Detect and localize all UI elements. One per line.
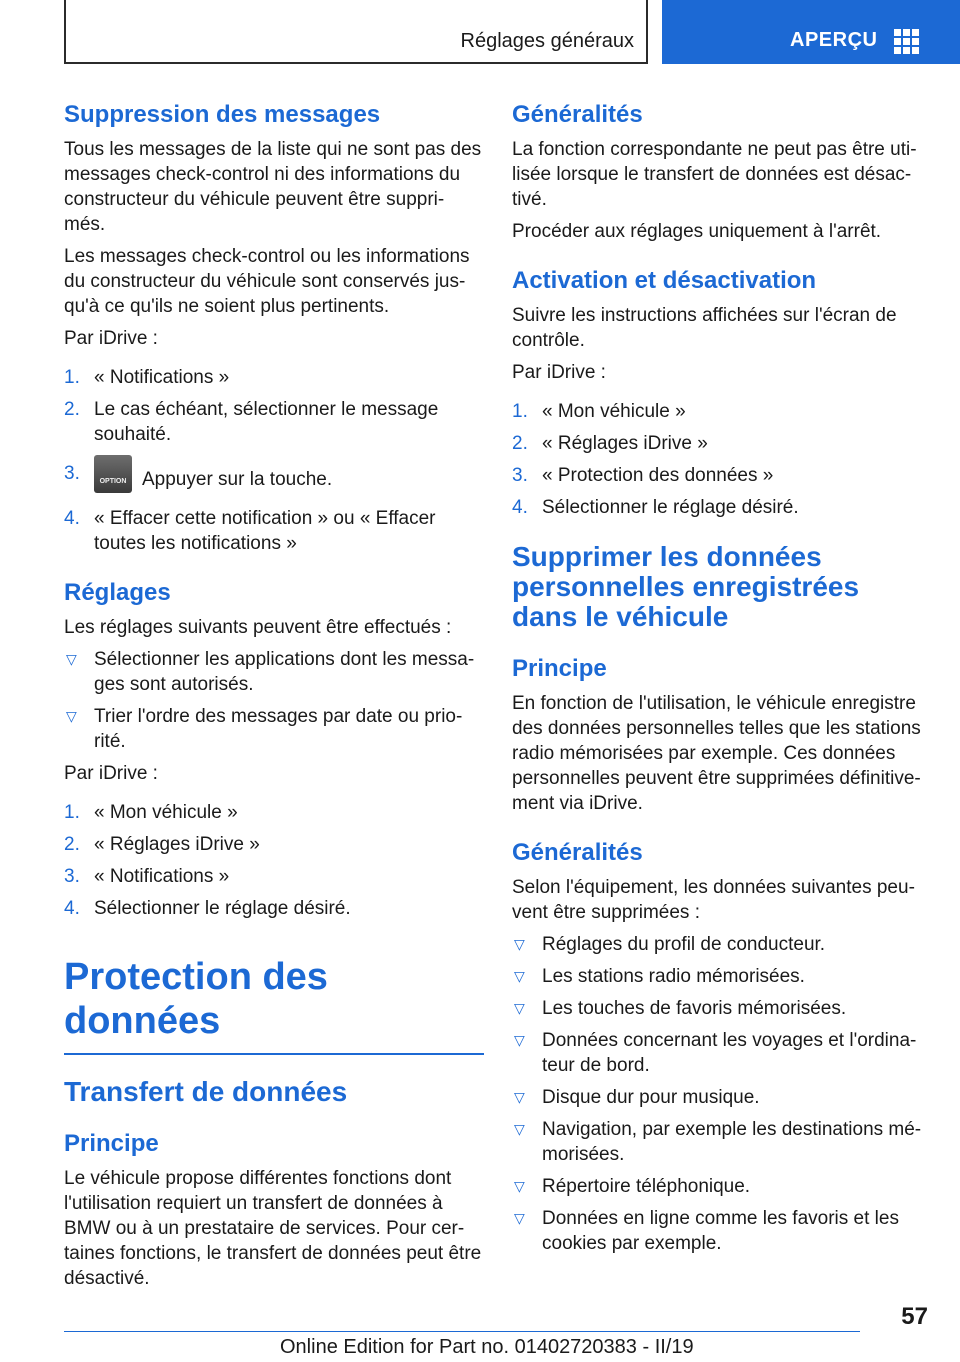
footer-divider: [64, 1331, 860, 1332]
triangle-bullet-icon: ▽: [514, 1089, 525, 1105]
heading-supprimer: Supprimer les données personnelles enregistrées dans le véhicule: [512, 541, 860, 632]
paragraph: Par iDrive :: [64, 328, 158, 349]
heading-activation: Activation et désactivation: [512, 267, 817, 294]
list-item: 2. « Réglages iDrive »: [512, 433, 708, 454]
triangle-bullet-icon: ▽: [66, 708, 77, 724]
footer-edition-text: Online Edition for Part no. 01402720383 - II/19: [280, 1336, 694, 1358]
overview-nav-label: APERÇU: [790, 29, 878, 51]
paragraph: Les messages check-control ou les informations du constructeur du véhicule sont conservés jus‐qu'à ce qu'ils ne soient plus pertinents.: [64, 246, 470, 317]
paragraph: Suivre les instructions affichées sur l'écran de contrôle.: [512, 305, 897, 351]
paragraph: Tous les messages de la liste qui ne sont pas des messages check-control ni des informations du constructeur du véhicule peuvent être suppri‐més.: [64, 139, 482, 235]
header-section-box: [64, 0, 648, 64]
overview-nav-button[interactable]: [662, 0, 960, 64]
list-item: 4. Sélectionner le réglage désiré.: [64, 898, 351, 919]
paragraph: Selon l'équipement, les données suivantes peu‐vent être supprimées :: [512, 877, 915, 923]
bullet-item: ▽ Navigation, par exemple les destinations mé‐morisées.: [514, 1119, 922, 1165]
triangle-bullet-icon: ▽: [514, 968, 525, 984]
paragraph: La fonction correspondante ne peut pas être uti‐lisée lorsque le transfert de données est désac‐tivé.: [512, 139, 917, 210]
heading-reglages: Réglages: [64, 579, 171, 606]
bullet-item: ▽ Répertoire téléphonique.: [514, 1176, 751, 1197]
paragraph: Par iDrive :: [64, 763, 158, 784]
bullet-item: ▽ Trier l'ordre des messages par date ou prio‐rité.: [66, 706, 463, 752]
list-item: 3. OPTION Appuyer sur la touche.: [64, 461, 484, 499]
list-item: 2. « Réglages iDrive »: [64, 834, 260, 855]
bullet-item: ▽ Données concernant les voyages et l'ordina‐teur de bord.: [514, 1030, 917, 1076]
triangle-bullet-icon: ▽: [514, 1210, 525, 1226]
paragraph: Les réglages suivants peuvent être effectués :: [64, 617, 452, 638]
bullet-item: ▽ Réglages du profil de conducteur.: [514, 934, 826, 955]
heading-suppression: Suppression des messages: [64, 101, 381, 128]
bullet-item: ▽ Disque dur pour musique.: [514, 1087, 760, 1108]
option-key-icon: OPTION: [94, 455, 132, 493]
triangle-bullet-icon: ▽: [514, 1000, 525, 1016]
list-item: 3. « Notifications »: [64, 866, 230, 887]
list-item: 1. « Notifications »: [64, 367, 230, 388]
paragraph: Procéder aux réglages uniquement à l'arrêt.: [512, 221, 882, 242]
paragraph: En fonction de l'utilisation, le véhicule enregistre des données personnelles telles que les stations radio mémorisées par exemple. Ces données personnelles peuvent être supprimées définitive‐ment via iDrive.: [512, 693, 921, 814]
heading-principe: Principe: [64, 1130, 159, 1157]
grid-icon: [894, 29, 922, 54]
triangle-bullet-icon: ▽: [514, 1121, 525, 1137]
triangle-bullet-icon: ▽: [514, 936, 525, 952]
bullet-item: ▽ Sélectionner les applications dont les messa‐ges sont autorisés.: [66, 649, 475, 695]
triangle-bullet-icon: ▽: [66, 651, 77, 667]
section-title: Réglages généraux: [460, 30, 634, 52]
chapter-title-protection: Protection des données: [64, 956, 328, 1042]
paragraph: Par iDrive :: [512, 362, 606, 383]
triangle-bullet-icon: ▽: [514, 1178, 525, 1194]
right-column: [512, 100, 928, 1256]
page-number: 57: [901, 1303, 928, 1330]
list-item: 3. « Protection des données »: [512, 465, 774, 486]
heading-generalites-2: Généralités: [512, 839, 643, 866]
list-item: 1. « Mon véhicule »: [64, 802, 238, 823]
list-item: 4. « Effacer cette notification » ou « Effacer toutes les notifications »: [64, 508, 436, 554]
triangle-bullet-icon: ▽: [514, 1032, 525, 1048]
bullet-item: ▽ Données en ligne comme les favoris et les cookies par exemple.: [514, 1208, 899, 1254]
heading-generalites: Généralités: [512, 101, 643, 128]
bullet-item: ▽ Les stations radio mémorisées.: [514, 966, 805, 987]
paragraph: Le véhicule propose différentes fonctions dont l'utilisation requiert un transfert de données à BMW ou à un prestataire de services. Pour cer‐taines fonctions, le transfert de données peut être désactivé.: [64, 1168, 482, 1289]
heading-principe: Principe: [512, 655, 607, 682]
bullet-item: ▽ Les touches de favoris mémorisées.: [514, 998, 847, 1019]
list-item: 4. Sélectionner le réglage désiré.: [512, 497, 799, 518]
left-column: [64, 100, 484, 1291]
heading-transfert: Transfert de données: [64, 1076, 348, 1107]
list-item: 2. Le cas échéant, sélectionner le message souhaité.: [64, 399, 439, 445]
list-item: 1. « Mon véhicule »: [512, 401, 686, 422]
